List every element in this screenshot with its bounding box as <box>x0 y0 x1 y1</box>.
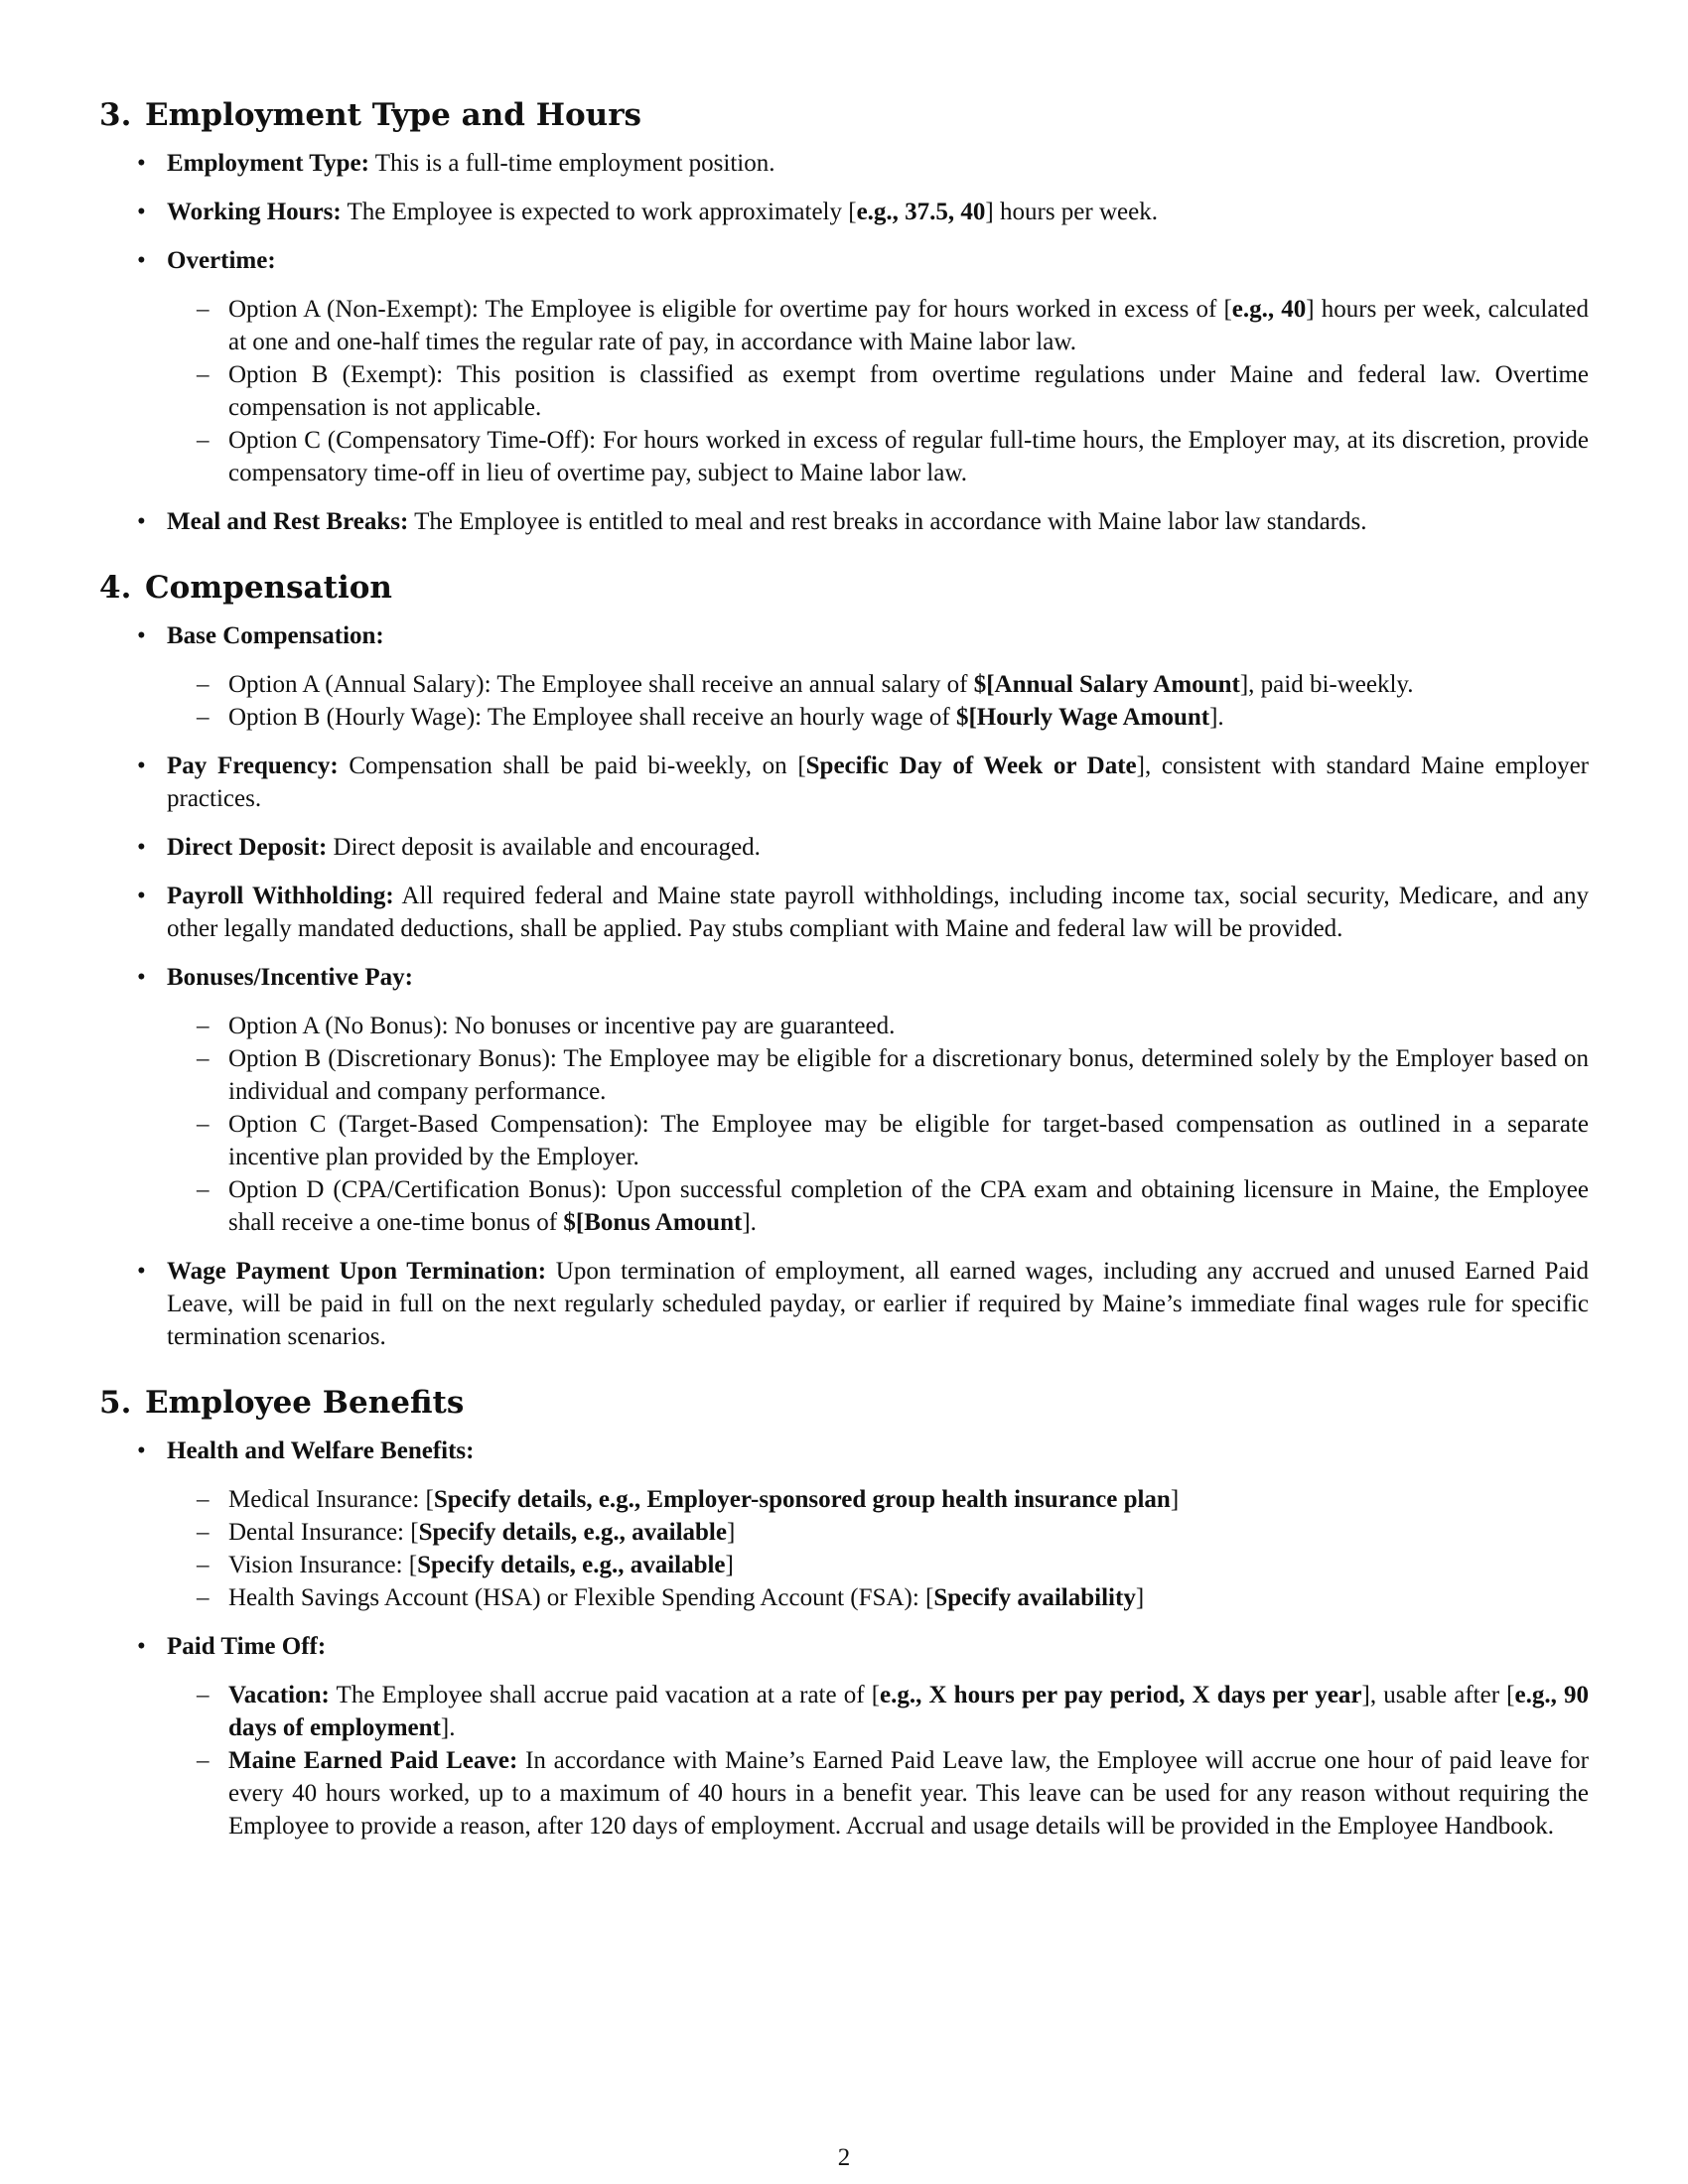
placeholder: e.g., 90 days of employment <box>228 1682 1589 1741</box>
section-number: 4. <box>99 570 132 606</box>
option-text: Medical Insurance: [ <box>228 1486 434 1513</box>
placeholder: Specify details, e.g., Employer-sponsored group health insurance plan <box>433 1486 1171 1513</box>
section-title: Employment Type and Hours <box>145 97 641 133</box>
item-text: The Employee is expected to work approximately [ <box>341 199 857 225</box>
item-label: Base Compensation: <box>167 622 384 649</box>
option-text: ]. <box>742 1209 757 1236</box>
base-option-b <box>167 701 1589 734</box>
bonus-option-d <box>167 1173 1589 1239</box>
item-label: Maine Earned Paid Leave: <box>228 1747 518 1774</box>
option-text: Vision Insurance: [ <box>228 1552 418 1578</box>
hsa-fsa <box>167 1581 1589 1614</box>
option-text: In accordance with Maine’s Earned Paid Leave law, the Employee will accrue one hour of paid leave for every 40 hours worked, up to a maximum of 40 hours in a benefit year. This leave can be used for any reason without requiring the Employee to provide a reason, after 120 days of employment. Accrual and usage details will be provided in the Employee Handbook. <box>228 1747 1589 1840</box>
placeholder: $[Annual Salary Amount <box>973 671 1240 698</box>
option-text: ] <box>725 1552 734 1578</box>
option-text: The Employee shall accrue paid vacation at a rate of [ <box>329 1682 881 1708</box>
item-label: Working Hours: <box>167 199 342 225</box>
option-text: Option A (Annual Salary): The Employee shall receive an annual salary of <box>228 671 974 698</box>
item-label: Wage Payment Upon Termination: <box>167 1258 547 1285</box>
list-item-termination-wages <box>99 1255 1589 1353</box>
overtime-option-c: – Option C (Compensatory Time-Off): For hours worked in excess of regular full-time hours, the Employer may, at its discretion, provide compensatory time-off in lieu of overtime pay, subject to Maine labor law. <box>167 424 1589 489</box>
option-text: Option A (Non-Exempt): The Employee is eligible for overtime pay for hours worked in excess of [ <box>228 296 1232 323</box>
placeholder: Specify availability <box>933 1584 1136 1611</box>
item-text: The Employee is entitled to meal and rest breaks in accordance with Maine labor law standards. <box>408 508 1367 535</box>
pto-items <box>167 1679 1589 1843</box>
section-3-heading <box>99 95 1589 135</box>
item-text: ], consistent with standard Maine employer practices. <box>167 752 1589 812</box>
section-title: Compensation <box>145 570 392 606</box>
list-item-working-hours <box>99 196 1589 228</box>
list-item-bonuses <box>99 961 1589 1239</box>
item-text: Compensation shall be paid bi-weekly, on [ <box>338 752 806 779</box>
dental-insurance <box>167 1516 1589 1549</box>
list-item-health-benefits <box>99 1434 1589 1614</box>
base-options <box>167 668 1589 734</box>
item-text: ] hours per week. <box>985 199 1158 225</box>
option-text: ]. <box>1209 704 1224 731</box>
section-4-heading <box>99 568 1589 608</box>
list-item-direct-deposit <box>99 831 1589 864</box>
option-text: ] <box>726 1519 736 1546</box>
item-label: Health and Welfare Benefits: <box>167 1437 475 1464</box>
list-item-meal-breaks <box>99 505 1589 538</box>
placeholder: e.g., 40 <box>1231 296 1307 323</box>
item-label: Overtime: <box>167 247 276 274</box>
placeholder: e.g., X hours per pay period, X days per year <box>880 1682 1362 1708</box>
maine-earned-paid-leave <box>167 1744 1589 1843</box>
section-number: 3. <box>99 97 132 133</box>
item-label: Paid Time Off: <box>167 1633 327 1660</box>
base-option-a <box>167 668 1589 701</box>
page-number: 2 <box>837 2144 851 2171</box>
placeholder: Specify details, e.g., available <box>418 1519 727 1546</box>
placeholder: $[Hourly Wage Amount <box>955 704 1210 731</box>
vacation <box>167 1679 1589 1744</box>
overtime-option-b: – Option B (Exempt): This position is classified as exempt from overtime regulations under Maine and federal law. Overtime compensation is not applicable. <box>167 358 1589 424</box>
vision-insurance <box>167 1549 1589 1581</box>
section-4-list <box>99 619 1589 1353</box>
section-number: 5. <box>99 1385 132 1421</box>
item-label: Vacation: <box>228 1682 330 1708</box>
list-item-pay-frequency <box>99 750 1589 815</box>
bonus-option-c: – Option C (Target-Based Compensation): The Employee may be eligible for target-based compensation as outlined in a separate incentive plan provided by the Employer. <box>167 1108 1589 1173</box>
list-item-employment-type <box>99 147 1589 180</box>
placeholder: e.g., 37.5, 40 <box>856 199 986 225</box>
item-label: Pay Frequency: <box>167 752 339 779</box>
list-item-payroll-withholding <box>99 880 1589 945</box>
option-text: Option B (Hourly Wage): The Employee shall receive an hourly wage of <box>228 704 956 731</box>
section-5-heading <box>99 1383 1589 1423</box>
option-text: ], paid bi-weekly. <box>1239 671 1414 698</box>
item-label: Employment Type: <box>167 150 369 177</box>
placeholder: $[Bonus Amount <box>563 1209 743 1236</box>
option-text: Dental Insurance: [ <box>228 1519 419 1546</box>
item-label: Meal and Rest Breaks: <box>167 508 409 535</box>
option-text: ], usable after [ <box>1361 1682 1515 1708</box>
list-item-base-compensation <box>99 619 1589 734</box>
option-text: ] <box>1135 1584 1145 1611</box>
medical-insurance <box>167 1483 1589 1516</box>
overtime-options <box>167 293 1589 489</box>
placeholder: Specific Day of Week or Date <box>805 752 1137 779</box>
section-title: Employee Benefits <box>145 1385 465 1421</box>
item-label: Direct Deposit: <box>167 834 328 861</box>
option-text: Option D (CPA/Certification Bonus): Upon successful completion of the CPA exam and obtaining licensure in Maine, the Employee shall receive a one-time bonus of <box>228 1176 1589 1236</box>
bonus-option-b: – Option B (Discretionary Bonus): The Employee may be eligible for a discretionary bonus, determined solely by the Employer based on individual and company performance. <box>167 1042 1589 1108</box>
item-text: Upon termination of employment, all earned wages, including any accrued and unused Earned Paid Leave, will be paid in full on the next regularly scheduled payday, or earlier if required by Maine’s immediate final wages rule for specific termination scenarios. <box>167 1258 1590 1350</box>
item-text: Direct deposit is available and encouraged. <box>327 834 761 861</box>
overtime-option-a <box>167 293 1589 358</box>
option-text: Health Savings Account (HSA) or Flexible Spending Account (FSA): [ <box>228 1584 934 1611</box>
health-benefit-items <box>167 1483 1589 1614</box>
bonus-options <box>167 1010 1589 1239</box>
list-item-overtime <box>99 244 1589 489</box>
option-text: ] hours per week, calculated at one and one-half times the regular rate of pay, in accordance with Maine labor law. <box>228 296 1589 355</box>
bonus-option-a: – Option A (No Bonus): No bonuses or incentive pay are guaranteed. <box>167 1010 1589 1042</box>
item-label: Bonuses/Incentive Pay: <box>167 964 413 991</box>
option-text: ]. <box>440 1714 456 1741</box>
section-5-list <box>99 1434 1589 1843</box>
option-text: ] <box>1170 1486 1180 1513</box>
document-body <box>99 95 1589 1858</box>
placeholder: Specify details, e.g., available <box>417 1552 726 1578</box>
item-label: Payroll Withholding: <box>167 883 394 909</box>
section-3-list <box>99 147 1589 538</box>
item-text: This is a full-time employment position. <box>368 150 775 177</box>
list-item-paid-time-off <box>99 1630 1589 1843</box>
item-text: All required federal and Maine state payroll withholdings, including income tax, social security, Medicare, and any other legally mandated deductions, shall be applied. Pay stubs compliant with Maine and federal law will be provided. <box>167 883 1589 942</box>
